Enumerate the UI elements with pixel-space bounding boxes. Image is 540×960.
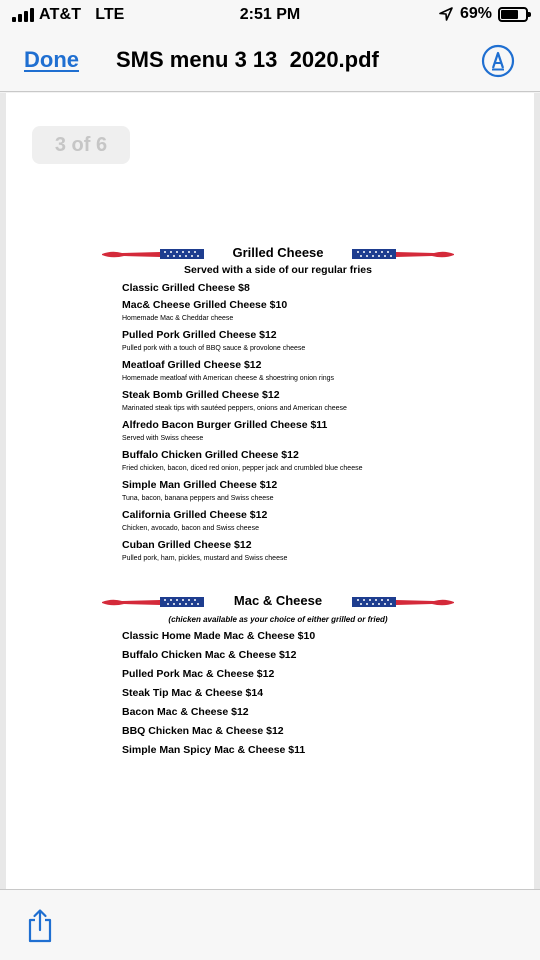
list-item: Buffalo Chicken Mac & Cheese $12: [122, 649, 297, 661]
mac-cheese-list: [122, 627, 315, 760]
battery-icon: [498, 7, 528, 22]
network-type: LTE: [95, 6, 125, 23]
done-button[interactable]: Done: [24, 47, 79, 72]
list-item: [122, 509, 362, 533]
document-viewer[interactable]: [0, 93, 540, 889]
item-description: Served with Swiss cheese: [122, 435, 204, 442]
list-item: Simple Man Spicy Mac & Cheese $11: [122, 744, 306, 756]
list-item: [122, 539, 362, 563]
grilled-cheese-subtitle: Served with a side of our regular fries: [184, 264, 372, 276]
list-item: [122, 329, 362, 353]
nav-bar: [0, 32, 540, 92]
item-name: California Grilled Cheese $12: [122, 509, 268, 521]
document-title: SMS menu 3 13 2020.pdf: [116, 47, 379, 72]
item-name: Classic Grilled Cheese $8: [122, 282, 250, 294]
item-name: Pulled Pork Grilled Cheese $12: [122, 329, 277, 341]
list-item: [122, 282, 362, 295]
carrier-name: AT&T: [39, 6, 82, 23]
item-name: Mac& Cheese Grilled Cheese $10: [122, 299, 288, 311]
battery-percentage: 69%: [459, 5, 492, 22]
status-time: 2:51 PM: [239, 6, 301, 23]
item-description: Tuna, bacon, banana peppers and Swiss cheese: [122, 495, 274, 502]
flag-banner-icon: [350, 248, 454, 260]
item-description: Homemade Mac & Cheddar cheese: [122, 315, 234, 322]
item-description: Pulled pork with a touch of BBQ sauce & provolone cheese: [122, 345, 306, 352]
list-item: [122, 449, 362, 473]
markup-pen-icon[interactable]: [481, 44, 515, 78]
grilled-cheese-header: [102, 243, 454, 265]
item-description: Fried chicken, bacon, diced red onion, pepper jack and crumbled blue cheese: [122, 465, 363, 472]
status-left: [12, 6, 124, 24]
item-name: Steak Bomb Grilled Cheese $12: [122, 389, 280, 401]
item-name: Cuban Grilled Cheese $12: [122, 539, 252, 551]
battery-fill: [501, 10, 518, 19]
mac-cheese-note: (chicken available as your choice of either grilled or fried): [168, 615, 388, 624]
signal-strength-icon: [12, 8, 34, 22]
item-name: Meatloaf Grilled Cheese $12: [122, 359, 262, 371]
battery-tip: [528, 12, 531, 17]
bottom-toolbar: [0, 889, 540, 960]
list-item: [122, 299, 362, 323]
location-arrow-icon: [438, 6, 454, 22]
item-name: Simple Man Grilled Cheese $12: [122, 479, 278, 491]
section-title-grilled-cheese: Grilled Cheese: [232, 245, 324, 260]
list-item: Bacon Mac & Cheese $12: [122, 706, 249, 718]
list-item: Steak Tip Mac & Cheese $14: [122, 687, 264, 699]
status-bar: [0, 0, 540, 32]
list-item: [122, 419, 362, 443]
flag-banner-icon: [350, 596, 454, 608]
list-item: [122, 359, 362, 383]
item-description: Marinated steak tips with sautéed peppers, onions and American cheese: [122, 405, 347, 412]
status-right: [438, 5, 528, 23]
item-description: Chicken, avocado, bacon and Swiss cheese: [122, 525, 259, 532]
item-name: Alfredo Bacon Burger Grilled Cheese $11: [122, 419, 328, 431]
item-name: Buffalo Chicken Grilled Cheese $12: [122, 449, 299, 461]
share-icon[interactable]: [26, 908, 54, 944]
list-item: BBQ Chicken Mac & Cheese $12: [122, 725, 284, 737]
section-title-mac-cheese: Mac & Cheese: [233, 593, 323, 608]
item-description: Pulled pork, ham, pickles, mustard and Swiss cheese: [122, 555, 288, 562]
list-item: Classic Home Made Mac & Cheese $10: [122, 630, 316, 642]
list-item: Pulled Pork Mac & Cheese $12: [122, 668, 275, 680]
grilled-cheese-list: [122, 282, 362, 569]
page-indicator: 3 of 6: [32, 126, 130, 164]
list-item: [122, 479, 362, 503]
list-item: [122, 389, 362, 413]
item-description: Homemade meatloaf with American cheese & shoestring onion rings: [122, 375, 335, 382]
mac-cheese-header: [102, 591, 454, 613]
pdf-page[interactable]: [6, 93, 534, 889]
